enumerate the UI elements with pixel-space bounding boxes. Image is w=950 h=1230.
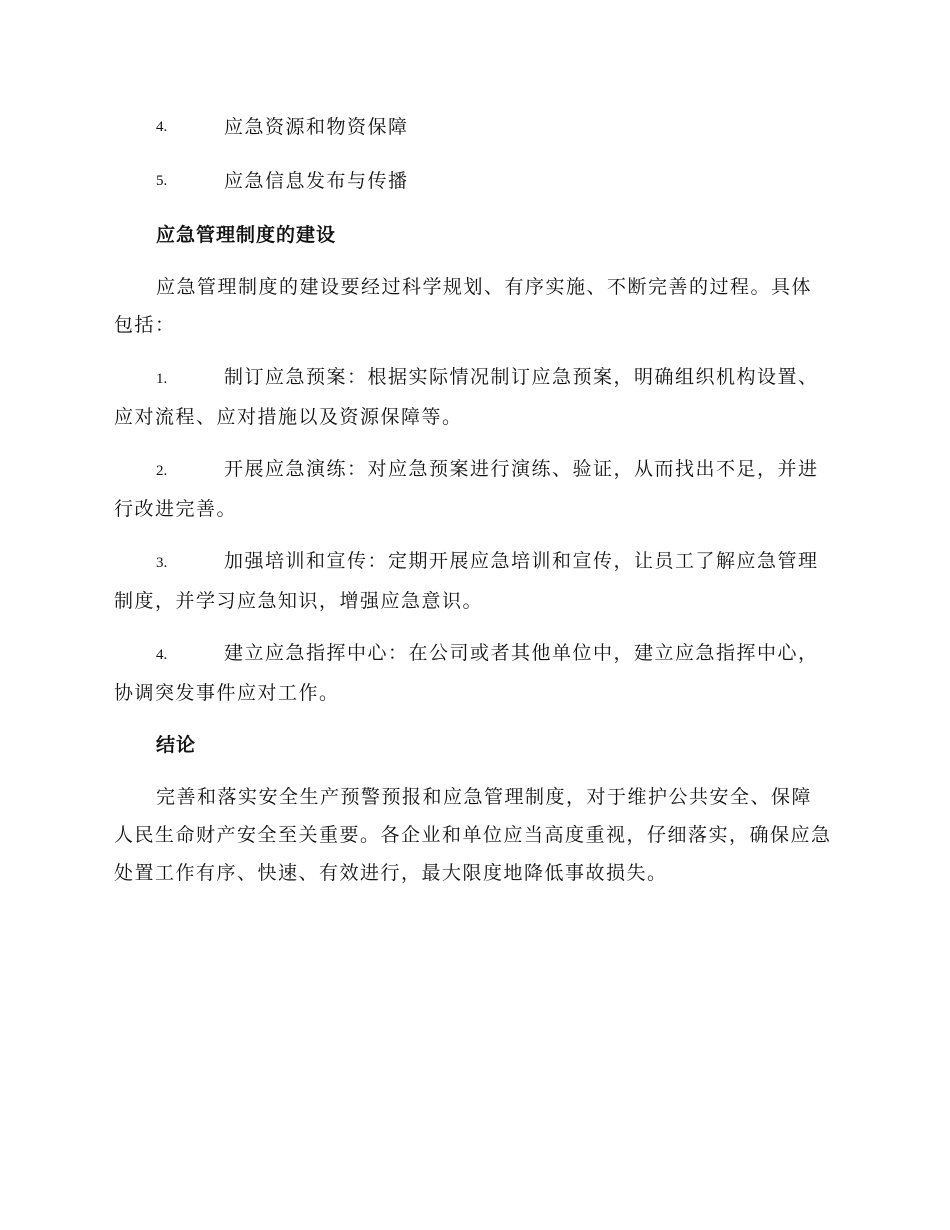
section-heading-emergency-system: 应急管理制度的建设 (156, 224, 337, 246)
item-number: 1. (156, 371, 168, 387)
list-number: 5. (156, 173, 168, 189)
numbered-item (114, 358, 832, 436)
list-text: 应急信息发布与传播 (224, 170, 409, 192)
item-number: 4. (156, 647, 168, 663)
item-number: 3. (156, 555, 168, 571)
list-number: 4. (156, 119, 168, 135)
list-item (114, 162, 832, 200)
numbered-item (114, 634, 832, 712)
numbered-item (114, 450, 832, 528)
numbered-item (114, 542, 832, 620)
list-item (114, 108, 832, 146)
item-text: 制订应急预案：根据实际情况制订应急预案，明确组织机构设置、应对流程、应对措施以及资源保障等。 (114, 366, 819, 428)
item-text: 开展应急演练：对应急预案进行演练、验证，从而找出不足，并进行改进完善。 (114, 458, 819, 520)
item-text: 建立应急指挥中心：在公司或者其他单位中，建立应急指挥中心，协调突发事件应对工作。 (114, 642, 819, 704)
conclusion-paragraph: 完善和落实安全生产预警预报和应急管理制度，对于维护公共安全、保障人民生命财产安全至关重要。各企业和单位应当高度重视，仔细落实，确保应急处置工作有序、快速、有效进行，最大限度地降低事故损失。 (114, 786, 832, 884)
item-number: 2. (156, 463, 168, 479)
intro-paragraph: 应急管理制度的建设要经过科学规划、有序实施、不断完善的过程。具体包括： (114, 276, 813, 336)
item-text: 加强培训和宣传：定期开展应急培训和宣传，让员工了解应急管理制度，并学习应急知识，增强应急意识。 (114, 550, 819, 612)
list-text: 应急资源和物资保障 (224, 116, 409, 138)
section-heading-conclusion: 结论 (156, 734, 197, 756)
document-content (114, 108, 832, 906)
